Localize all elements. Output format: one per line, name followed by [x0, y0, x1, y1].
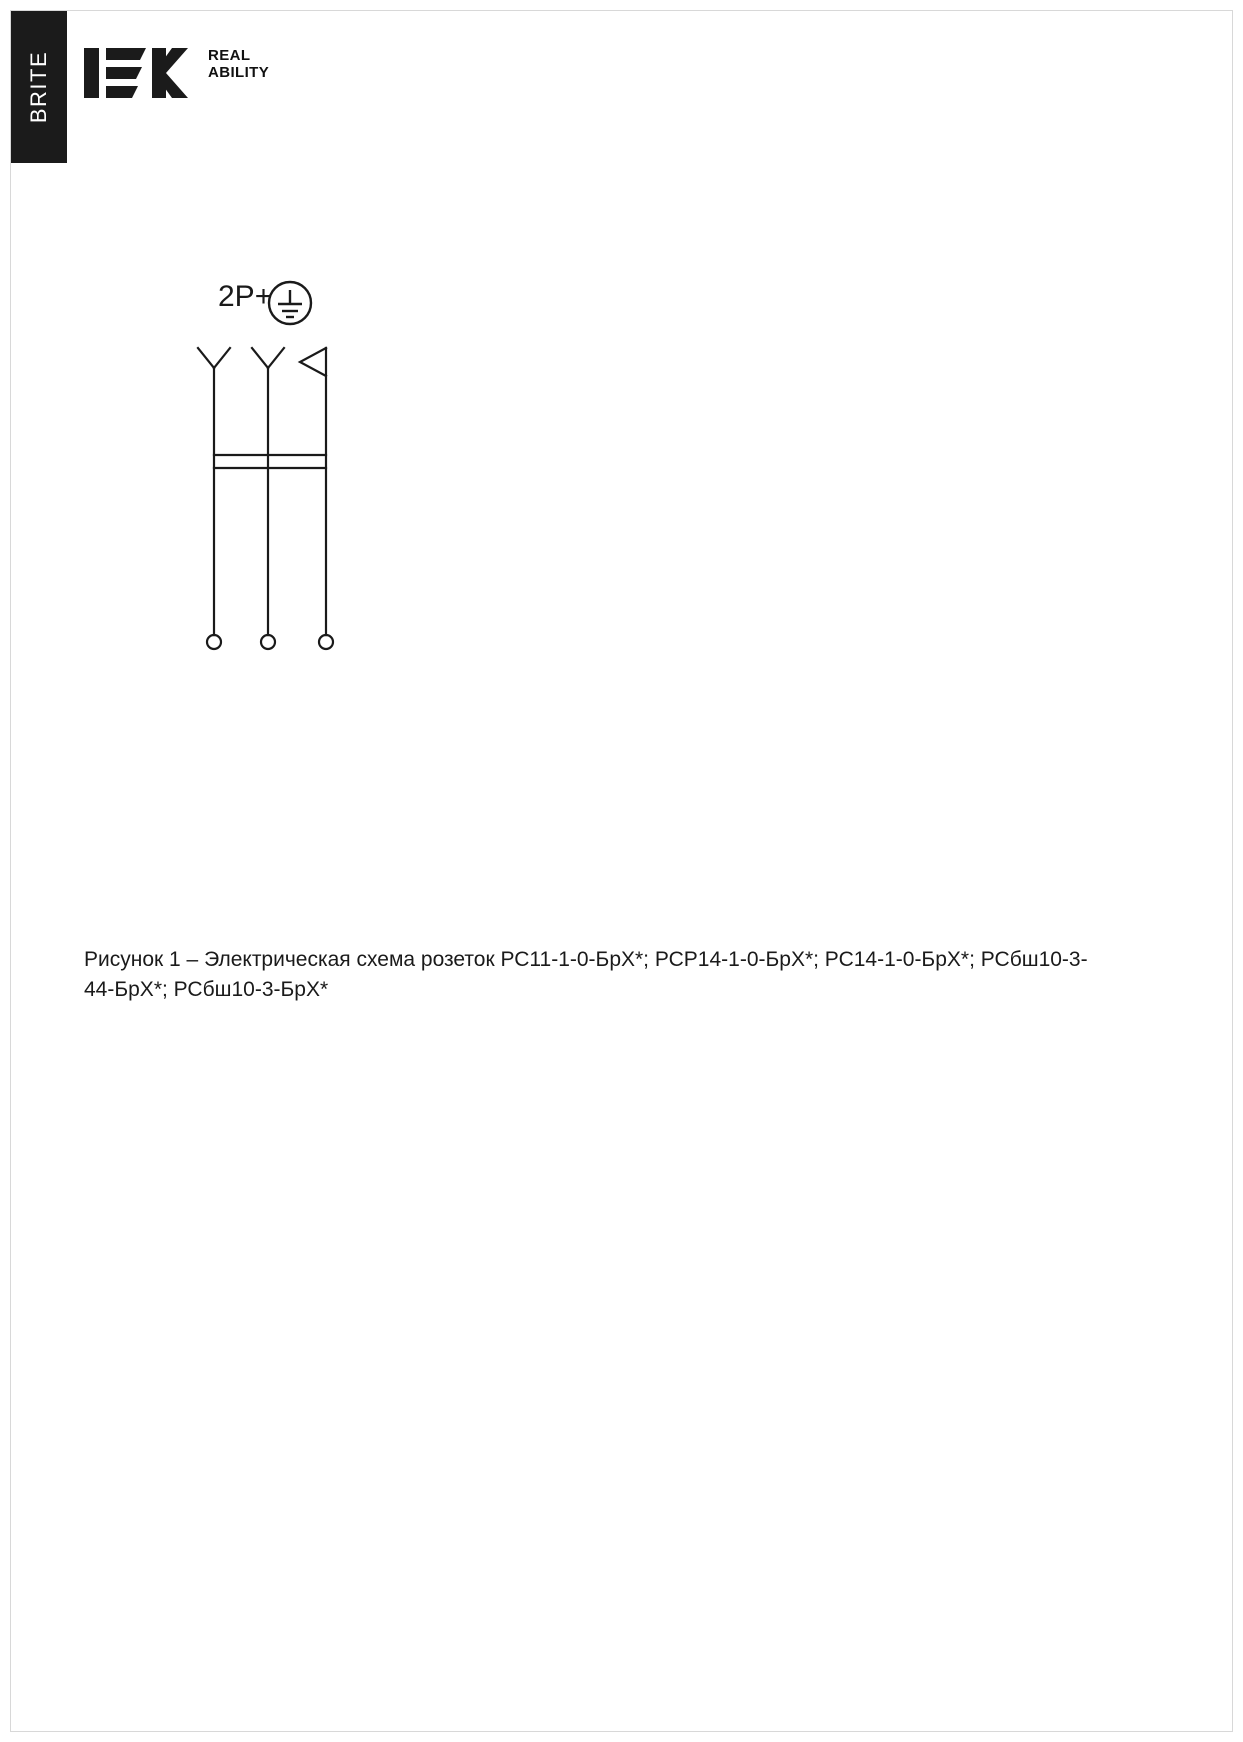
logo-tagline	[208, 42, 269, 82]
schematic-drawing	[190, 280, 430, 660]
figure-caption	[84, 945, 1104, 1006]
logo-tagline-line1: REAL	[208, 47, 251, 64]
socket-wiring-schematic	[190, 280, 430, 660]
figure-caption-line1: Рисунок 1 – Электрическая схема розеток РС11-1-0-БрХ*; РСР14-1-0-БрХ*; РС14-1-0-БрХ*;	[84, 948, 975, 971]
iek-logo-icon	[84, 42, 194, 104]
earth-ground-symbol	[269, 282, 311, 324]
figure-caption-line2: РСбш10-3-44-БрХ*; РСбш10-3-БрХ*	[84, 948, 1088, 1002]
pole-count-label: 2P+	[218, 280, 273, 313]
brand-tab	[11, 11, 67, 163]
brand-tab-label: BRITE	[26, 50, 51, 124]
logo-block	[84, 42, 269, 104]
logo-tagline-line2: ABILITY	[208, 63, 270, 81]
page-border	[10, 10, 1233, 1732]
